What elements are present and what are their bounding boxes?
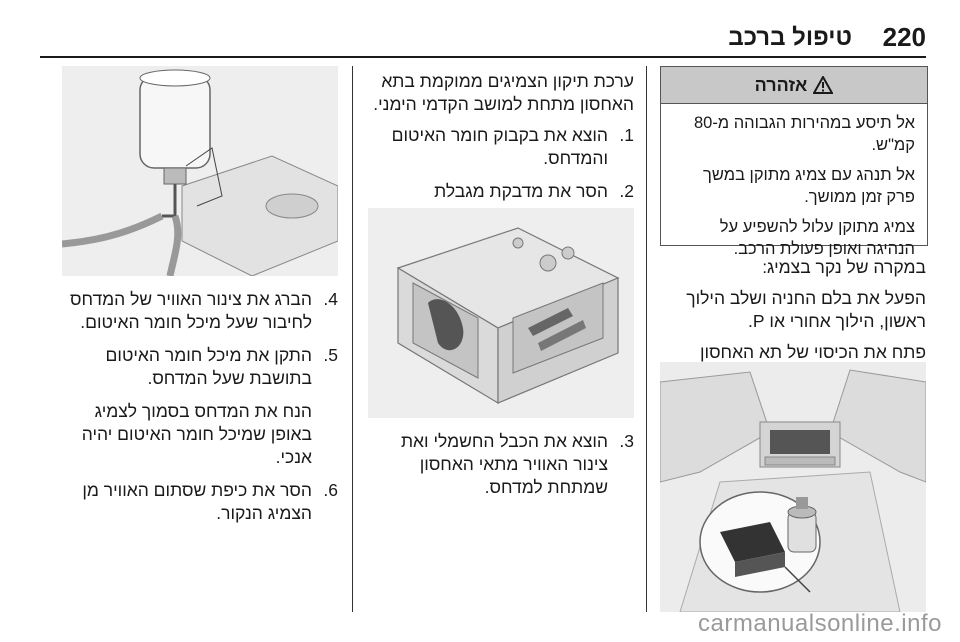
paragraph: הפעל את בלם החניה ושלב הילוך ראשון, הילוך אחורי או P. [686, 288, 926, 331]
step-text: הברג את צינור האוויר של המדחס לחיבור שעל מיכל חומר האיטום. [69, 289, 312, 332]
section-title: טיפול ברכב [728, 24, 852, 51]
warning-title: אזהרה [754, 74, 808, 95]
column-divider [646, 66, 647, 612]
figure-compressor-compartments [368, 208, 634, 418]
step-number: 4. [323, 289, 338, 309]
header-rule [40, 56, 926, 58]
warning-item: צמיג מתוקן עלול להשפיע על הנהיגה ואופן פעולת הרכב. [719, 218, 915, 258]
compressor-box-illustration [368, 208, 634, 418]
sealant-bottle-illustration [62, 66, 338, 276]
warning-body [661, 104, 927, 260]
footwell-illustration [660, 362, 926, 612]
figure-sealant-bottle [62, 66, 338, 276]
step-text: הוצא את הכבל החשמלי ואת צינור האוויר מתאי האחסון שמתחת למדחס. [400, 431, 608, 497]
left-column-text [62, 288, 338, 535]
warning-header [661, 67, 927, 104]
warning-item: אל תיסע במהירות הגבוהה מ-80 קמ"ש. [693, 114, 915, 154]
step-item [368, 124, 634, 170]
step-text: התקן את מיכל חומר האיטום בתושבת שעל המדחס. [105, 345, 312, 388]
column-divider [352, 66, 353, 612]
step-number: 5. [323, 345, 338, 365]
warning-triangle-icon [813, 76, 833, 94]
step-item [62, 288, 338, 334]
warning-item: אל תנהג עם צמיג מתוקן במשך פרק זמן ממושך. [703, 166, 915, 206]
step-number: 6. [323, 480, 338, 500]
step-text: הוצא את בקבוק חומר האיטום והמדחס. [391, 125, 608, 168]
figure-footwell-storage [660, 362, 926, 612]
paragraph: במקרה של נקר בצמיג: [762, 257, 926, 277]
step-item [62, 344, 338, 390]
step-item [62, 479, 338, 525]
step-text: הסר את כיפת שסתום האוויר מן הצמיג הנקור. [82, 480, 312, 523]
steps-list-3 [62, 288, 338, 525]
step-text: הסר את מדבקת מגבלת [434, 181, 608, 201]
step-number: 2. [619, 181, 634, 201]
step-number: 1. [619, 125, 634, 145]
intro-paragraph: ערכת תיקון הצמיגים ממוקמת בתא האחסון מתחת למושב הקדמי הימני. [373, 71, 634, 114]
watermark: carmanualsonline.info [698, 610, 942, 637]
warning-box [660, 66, 928, 258]
step-item [368, 430, 634, 499]
page-number: 220 [882, 22, 926, 52]
step-number: 3. [619, 431, 634, 451]
middle-column-text-lower [368, 430, 634, 509]
paragraph: פתח את הכיסוי של תא האחסון [699, 342, 926, 362]
step-item [62, 400, 338, 469]
steps-list-2 [368, 430, 634, 499]
step-text: הנח את המדחס בסמוך לצמיג באופן שמיכל חומר האיטום יהיה אנכי. [81, 401, 312, 467]
